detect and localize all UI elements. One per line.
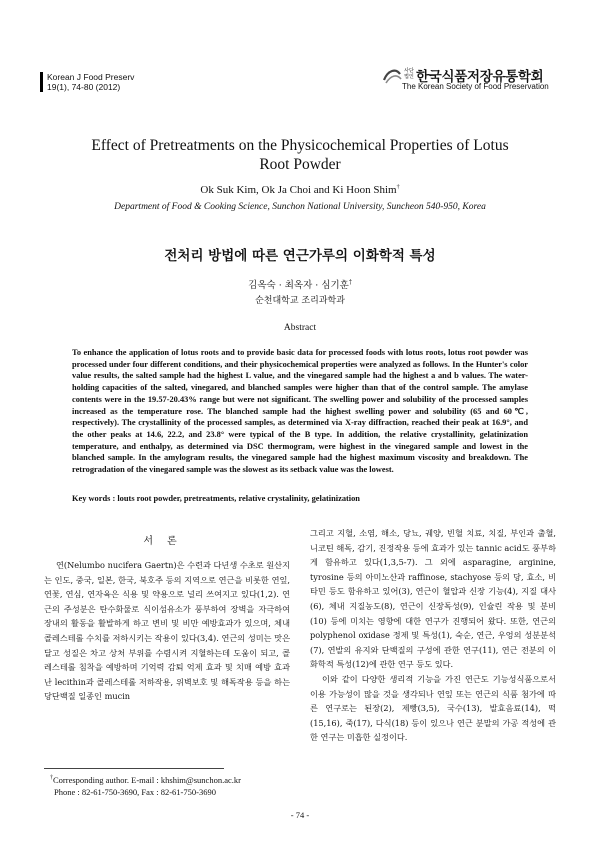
abstract-body: To enhance the application of lotus roots and to provide basic data for processed foods with lotus roots, lotus root powder was processed under four different conditions, and their physicochemical properties were analyzed as follows. In the Hunter's color value results, the salted sample had the highest L value, and the vinegared sample had the highest a and b values. The water-holding capacities of the salted, vinegared, and blanched samples were higher than that of the control sample. The amylase contents were in the 19.57-20.43% range but were not significant. The swelling power and solubility of the processed samples increased as the temperature rose. The blanched sample had the highest swelling power and solubility (65 and 60℃, respectively). The crystallinity of the processed samples, as determined via X-ray diffraction, reached their peak at 16.9°, and the other peaks at 14.6, 22.2, and 23.8° were typical of the B type. In addition, the relative crystallinity, gelatinization temperature, and enthalpy, as determined via DSC thermogram, were highest in the vinegared sample and lowest in the blanched sample. In the amylogram results, the vinegared sample had the highest maximum viscosity and breakdown. The retrogradation of the vinegared sample was the slowest as its setback value was the lowest. xyxy=(72,348,528,475)
page-number: - 74 - xyxy=(290,810,310,820)
footnote xyxy=(50,772,241,798)
authors-text: Ok Suk Kim, Ok Ja Choi and Ki Hoon Shim xyxy=(200,184,397,196)
title-line-1: Effect of Pretreatments on the Physicochemical Properties of Lotus xyxy=(91,137,509,154)
footnote-phone: Phone : 82-61-750-3690, Fax : 82-61-750-3690 xyxy=(54,786,216,797)
society-logo xyxy=(382,66,552,96)
korean-affiliation: 순천대학교 조리과학과 xyxy=(255,296,345,306)
body-left-column xyxy=(44,558,290,704)
journal-name: Korean J Food Preserv xyxy=(47,72,135,82)
footnote-email: Corresponding author. E-mail : khshim@sunchon.ac.kr xyxy=(53,774,241,785)
society-english-name: The Korean Society of Food Preservation xyxy=(402,82,549,91)
abstract-heading: Abstract xyxy=(283,323,317,333)
society-small-label: 사단법인 xyxy=(404,68,414,80)
footnote-mark: † xyxy=(50,775,53,781)
section-heading-introduction: 서론 xyxy=(143,536,191,547)
journal-header xyxy=(40,72,134,92)
korean-authors-text: 김옥숙 · 최옥자 · 심기훈 xyxy=(248,280,349,291)
korean-corresponding-mark: † xyxy=(348,278,352,286)
korean-authors xyxy=(40,277,560,291)
journal-issue: 19(1), 74-80 (2012) xyxy=(47,82,121,92)
intro-paragraph-2: 이와 같이 다양한 생리적 기능을 가진 연근도 기능성식품으로서 이용 가능성이 많을 것을 생각되나 연잎 또는 연근의 식품 첨가에 따른 연구로는 된장(2), 제빵(3,5), 국수(13), 발효음료(14), 떡(15,16), 죽(17), 다식(18) 등이 있으나 연근 분말의 가공 적성에 관한 연구는 미흡한 실정이다. xyxy=(310,673,556,743)
intro-paragraph-1: 연(Nelumbo nucifera Gaertn)은 수련과 다년생 수초로 원산지는 인도, 중국, 일본, 한국, 북호주 등의 지역으로 연근을 비롯한 연잎, 연꽃, 연심, 연자육은 식용 및 약용으로 널리 쓰여지고 있다(1,2). 연근의 주성분은 탄수화물로 식이섬유소가 풍부하여 장벽을 자극하여 장내의 활동을 활발하게 하고 변비 및 비만 예방효과가 있으며, 체내 콜레스테롤 수치를 저하시키는 작용이 있다(3,4). 연근의 성미는 맛은 달고 성질은 차고 상처 부위를 수렴시켜 지혈하는데 도움이 되고, 콜레스테롤 침착을 예방하며 기억력 감퇴 억제 효과 및 치매 예방 효과난 lecithin과 콜레스테롤 저하작용, 위벽보호 및 해독작용 등을 하는 당단백질 일종인 mucin xyxy=(44,560,290,702)
paper-title xyxy=(40,136,560,174)
keywords: Key words : louts root powder, pretreatments, relative crystalinity, gelatinization xyxy=(72,494,360,503)
footnote-divider xyxy=(44,768,224,769)
korean-title: 전처리 방법에 따른 연근가루의 이화학적 특성 xyxy=(164,248,436,264)
intro-paragraph-continued: 그리고 지혈, 소염, 해소, 당뇨, 궤양, 빈혈 치료, 치질, 부인과 출혈, 니코틴 해독, 감기, 진정작용 등에 효과가 있는 tannic acid도 풍부하게 함유하고 있다(1,3,5-7). 그 외에 asparagine, arginine, tyrosine 등의 아미노산과 raffinose, stachyose 등의 당, 효소, 비타민 등도 함유하고 있어(3), 연근이 혈압과 신장 기능(4), 지질 대사(6), 체내 지질농도(8), 연근이 신장독성(9), 인슐린 작용 및 분비(10) 등에 미치는 영향에 대한 연구가 진행되어 왔다. 또한, 연근의 polyphenol oxidase 정제 및 특성(1), 숙순, 연근, 우엉의 성분분석(7), 연발의 유지와 단백질의 구성에 관한 연구(11), 연근 전분의 이화학적 특성(12)에 관한 연구 등도 있다. xyxy=(310,528,556,670)
title-line-2: Root Powder xyxy=(259,156,341,173)
society-name: 한국식품저장유통학회 xyxy=(416,69,544,85)
corresponding-mark: † xyxy=(396,184,400,191)
body-right-column xyxy=(310,526,556,745)
author-list xyxy=(40,184,560,196)
affiliation: Department of Food & Cooking Science, Sunchon National University, Suncheon 540-950, Korea xyxy=(114,202,486,212)
